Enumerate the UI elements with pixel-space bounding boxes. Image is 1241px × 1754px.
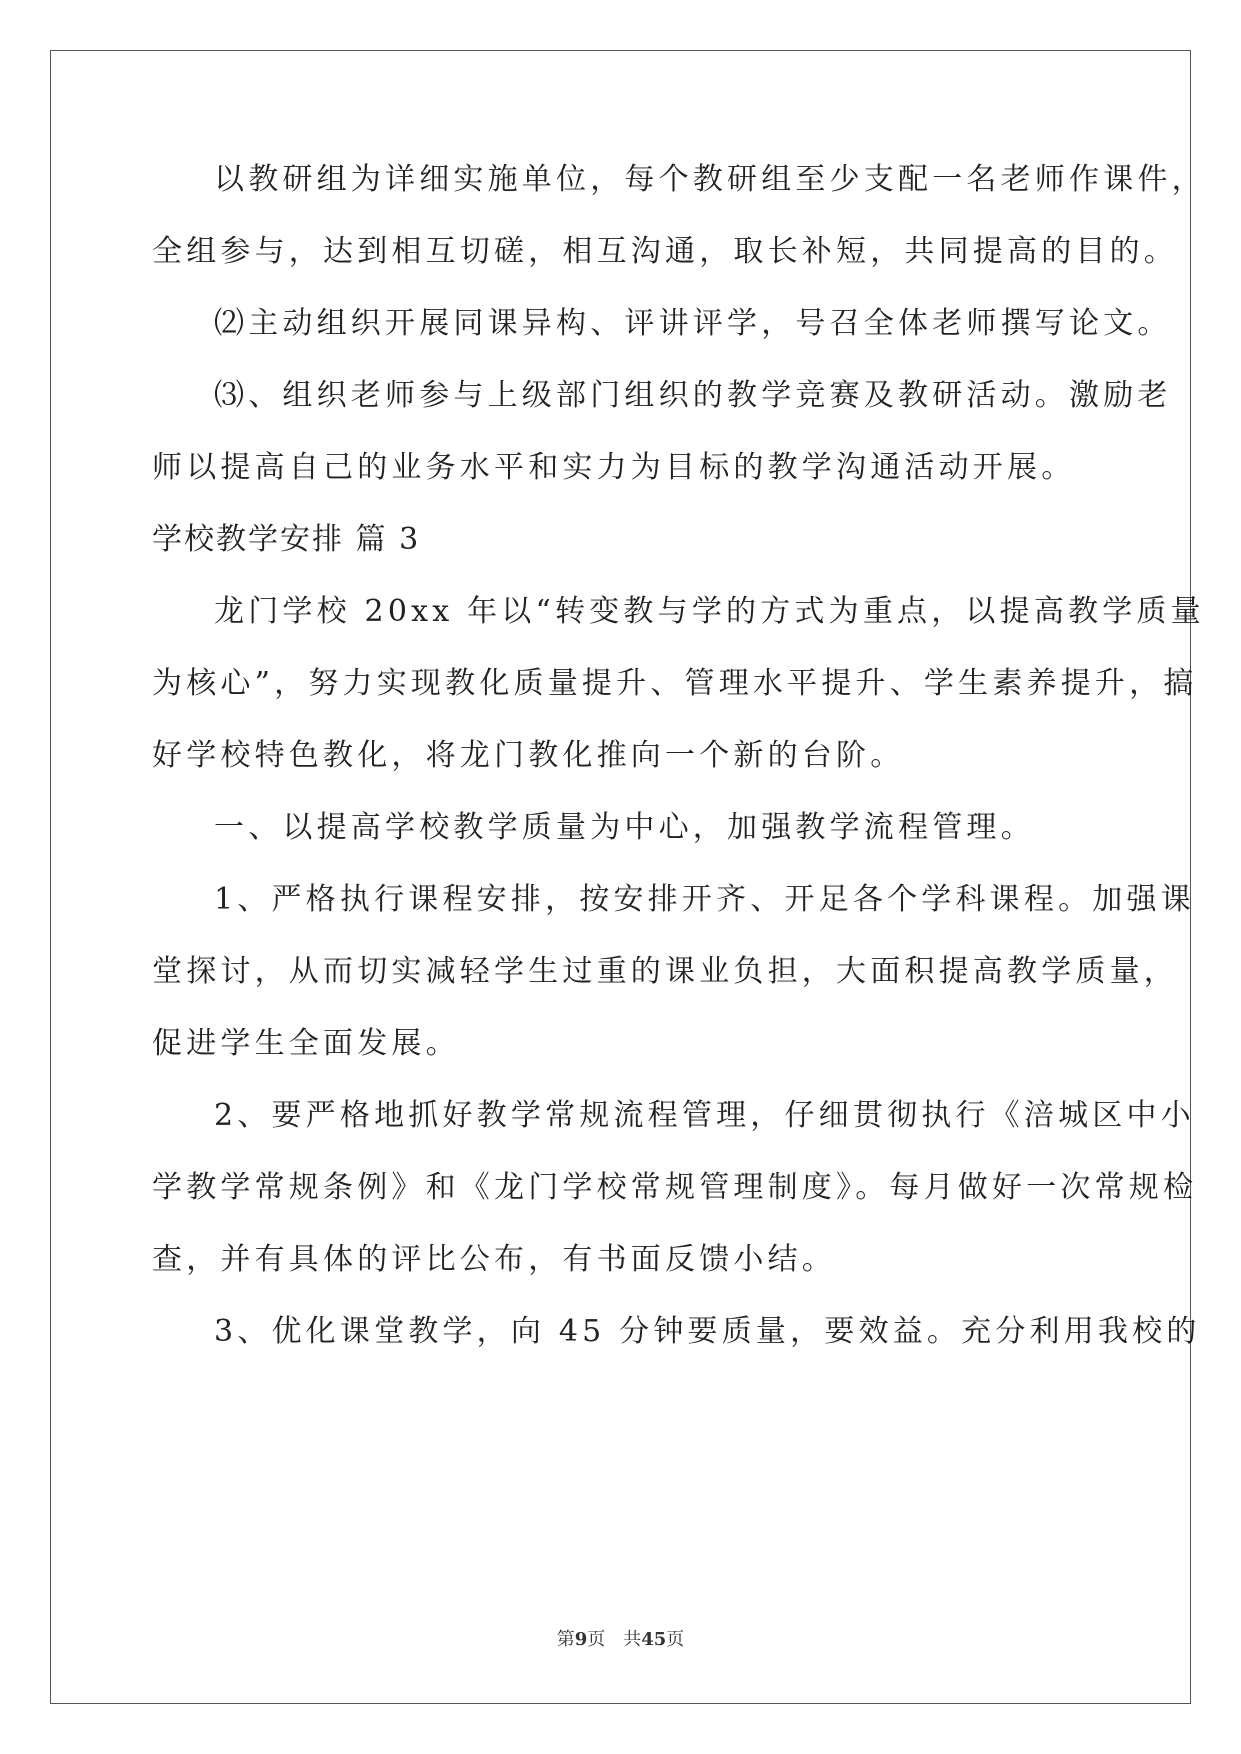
page-footer bbox=[0, 1628, 1241, 1652]
text-line-4: ⑶、组织老师参与上级部门组织的教学竞赛及教研活动。激励老 bbox=[214, 378, 1172, 413]
text-line-9: 好学校特色教化，将龙门教化推向一个新的台阶。 bbox=[152, 738, 905, 773]
text-line-7: 龙门学校 20xx 年以“转变教与学的方式为重点，以提高教学质量 bbox=[214, 594, 1205, 629]
text-line-10: 一、以提高学校教学质量为中心，加强教学流程管理。 bbox=[214, 810, 1035, 845]
text-line-5: 师以提高自己的业务水平和实力为目标的教学沟通活动开展。 bbox=[152, 450, 1076, 485]
footer-prefix: 第 bbox=[556, 1629, 575, 1650]
page-number: 9 bbox=[574, 1629, 588, 1650]
section-heading: 学校教学安排 篇 3 bbox=[152, 522, 421, 557]
total-pages: 45 bbox=[641, 1629, 667, 1650]
page-border bbox=[50, 50, 1191, 1704]
text-line-1: 以教研组为详细实施单位，每个教研组至少支配一名老师作课件， bbox=[214, 162, 1206, 197]
footer-page-suffix: 页 bbox=[587, 1629, 606, 1650]
footer-total-suffix: 页 bbox=[666, 1629, 685, 1650]
text-line-17: 3、优化课堂教学，向 45 分钟要质量，要效益。充分利用我校的 bbox=[214, 1314, 1201, 1349]
text-line-3: ⑵主动组织开展同课异构、评讲评学，号召全体老师撰写论文。 bbox=[214, 306, 1172, 341]
text-line-14: 2、要严格地抓好教学常规流程管理，仔细贯彻执行《涪城区中小 bbox=[214, 1098, 1195, 1133]
text-line-13: 促进学生全面发展。 bbox=[152, 1026, 460, 1061]
text-line-11: 1、严格执行课程安排，按安排开齐、开足各个学科课程。加强课 bbox=[214, 882, 1195, 917]
text-line-12: 堂探讨，从而切实减轻学生过重的课业负担，大面积提高教学质量， bbox=[152, 954, 1178, 989]
text-line-8: 为核心”，努力实现教化质量提升、管理水平提升、学生素养提升，搞 bbox=[152, 666, 1198, 701]
text-line-15: 学教学常规条例》和《龙门学校常规管理制度》。每月做好一次常规检 bbox=[152, 1170, 1198, 1205]
footer-total-prefix: 共 bbox=[623, 1629, 642, 1650]
text-line-2: 全组参与，达到相互切磋，相互沟通，取长补短，共同提高的目的。 bbox=[152, 234, 1178, 269]
text-line-16: 查，并有具体的评比公布，有书面反馈小结。 bbox=[152, 1242, 836, 1277]
